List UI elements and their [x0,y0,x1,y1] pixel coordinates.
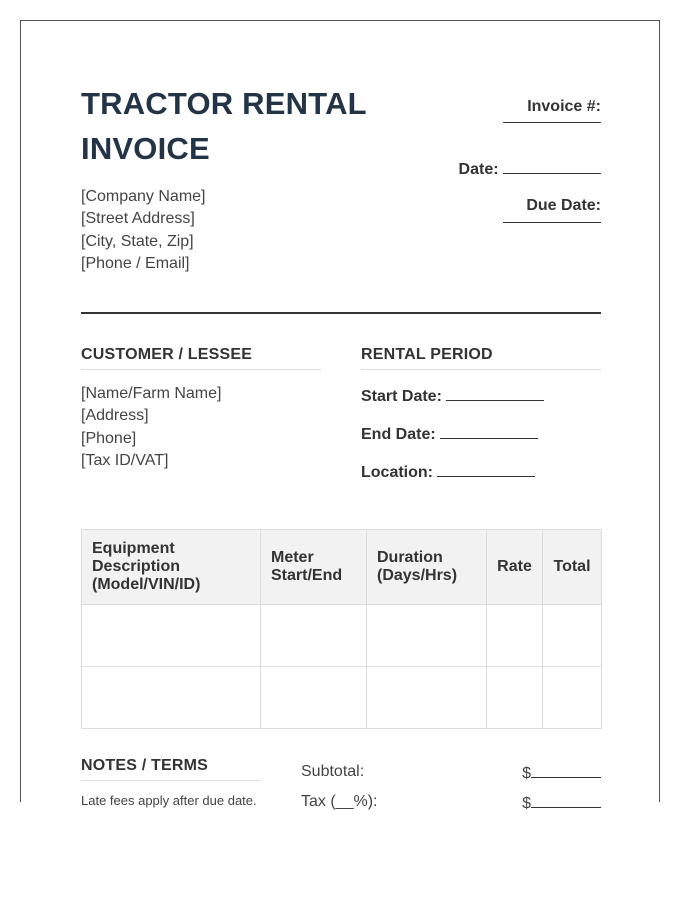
customer-address: [Address] [81,407,149,425]
due-date-label: Due Date: [526,197,601,214]
table-header-row [82,530,602,605]
customer-heading: CUSTOMER / LESSEE [81,346,321,370]
currency-symbol: $ [522,795,531,812]
company-block [81,186,206,275]
table-row [82,605,602,667]
location-field[interactable] [437,462,535,477]
location-row [361,462,535,482]
subtotal-label: Subtotal: [301,763,365,780]
table-cell[interactable] [543,667,602,729]
invoice-title: TRACTOR RENTAL INVOICE [81,86,367,166]
start-date-label: Start Date: [361,388,442,405]
date-field[interactable] [503,159,601,174]
end-date-field[interactable] [440,424,538,439]
location-label: Location: [361,464,433,481]
rental-period-heading: RENTAL PERIOD [361,346,601,370]
col-rate: Rate [487,530,543,605]
date-label: Date: [458,161,499,178]
date-row [459,159,601,179]
table-row [82,667,602,729]
company-street: [Street Address] [81,210,195,228]
invoice-number-label: Invoice #: [527,98,601,115]
table-cell[interactable] [261,667,367,729]
customer-tax-id: [Tax ID/VAT] [81,451,169,469]
customer-phone: [Phone] [81,429,137,447]
table-cell[interactable] [82,667,261,729]
tax-field[interactable] [531,793,601,808]
customer-block [81,383,221,472]
notes-text: Late fees apply after due date. [81,793,257,808]
tax-value[interactable] [522,793,601,813]
company-name: [Company Name] [81,188,206,205]
due-date-field[interactable] [503,222,601,223]
company-contact: [Phone / Email] [81,254,190,272]
header-divider [81,312,601,314]
table-cell[interactable] [261,605,367,667]
company-city: [City, State, Zip] [81,232,194,250]
subtotal-field[interactable] [531,763,601,778]
table-cell[interactable] [367,667,487,729]
end-date-row [361,424,538,444]
equipment-table [81,529,602,729]
table-cell[interactable] [82,605,261,667]
table-cell[interactable] [367,605,487,667]
customer-name: [Name/Farm Name] [81,385,222,402]
col-total: Total [543,530,602,605]
invoice-number-field[interactable] [503,122,601,123]
notes-heading: NOTES / TERMS [81,757,261,781]
subtotal-value[interactable] [522,763,601,783]
currency-symbol: $ [522,765,531,782]
tax-label: Tax (__%): [301,793,378,810]
col-duration: Duration (Days/Hrs) [367,530,487,605]
table-cell[interactable] [487,667,543,729]
table-cell[interactable] [487,605,543,667]
start-date-field[interactable] [446,386,544,401]
col-meter: Meter Start/End [261,530,367,605]
invoice-page [20,20,660,812]
start-date-row [361,386,544,406]
col-equipment-description: Equipment Description (Model/VIN/ID) [82,530,261,605]
end-date-label: End Date: [361,426,436,443]
table-cell[interactable] [543,605,602,667]
